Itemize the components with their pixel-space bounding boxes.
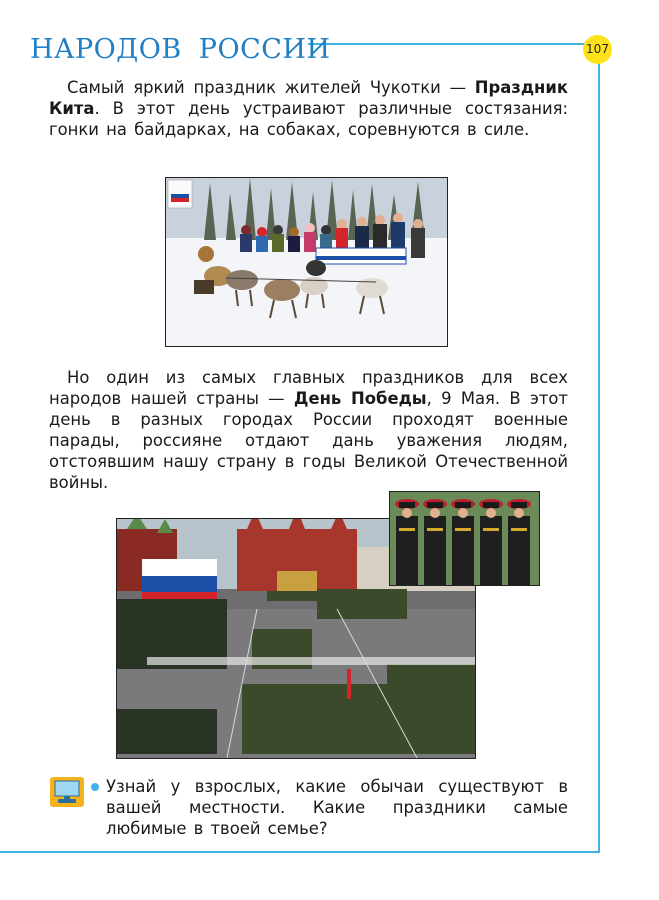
para1-rest: . В этот день устраивают различные состязания: гонки на байдарках, на собаках, соревнуются в силе. [49, 99, 568, 139]
frame-bottom-line [0, 851, 600, 853]
para2-rest: , 9 Мая. В этот день в разных городах России проходят военные парады, россияне отдают дань уважения людям, отстоявшим нашу страну в годы Великой Отечественной войны. [49, 389, 568, 492]
frame-top-line [308, 43, 600, 45]
victory-day-term: День Победы [293, 389, 427, 408]
computer-task-icon [50, 777, 84, 807]
frame-right-line [598, 43, 600, 853]
honor-guard-photo [389, 491, 540, 586]
page-title: НАРОДОВ РОССИИ [30, 34, 331, 65]
task-bullet [91, 783, 99, 791]
para1-intro: Самый яркий праздник жителей Чукотки — [67, 78, 466, 97]
task-text: Узнай у взрослых, какие обычаи существуют в вашей местности. Какие праздники самые любимые в твоей семье? [106, 777, 568, 838]
paragraph-whale-festival [49, 77, 568, 140]
para2-intro: Но один из самых главных праздников для всех народов нашей страны — [49, 368, 568, 408]
dog-sled-race-photo [165, 177, 448, 347]
paragraph-victory-day [49, 367, 568, 493]
whale-festival-term: Праздник Кита [49, 78, 568, 118]
page-number-badge: 107 [583, 35, 612, 64]
